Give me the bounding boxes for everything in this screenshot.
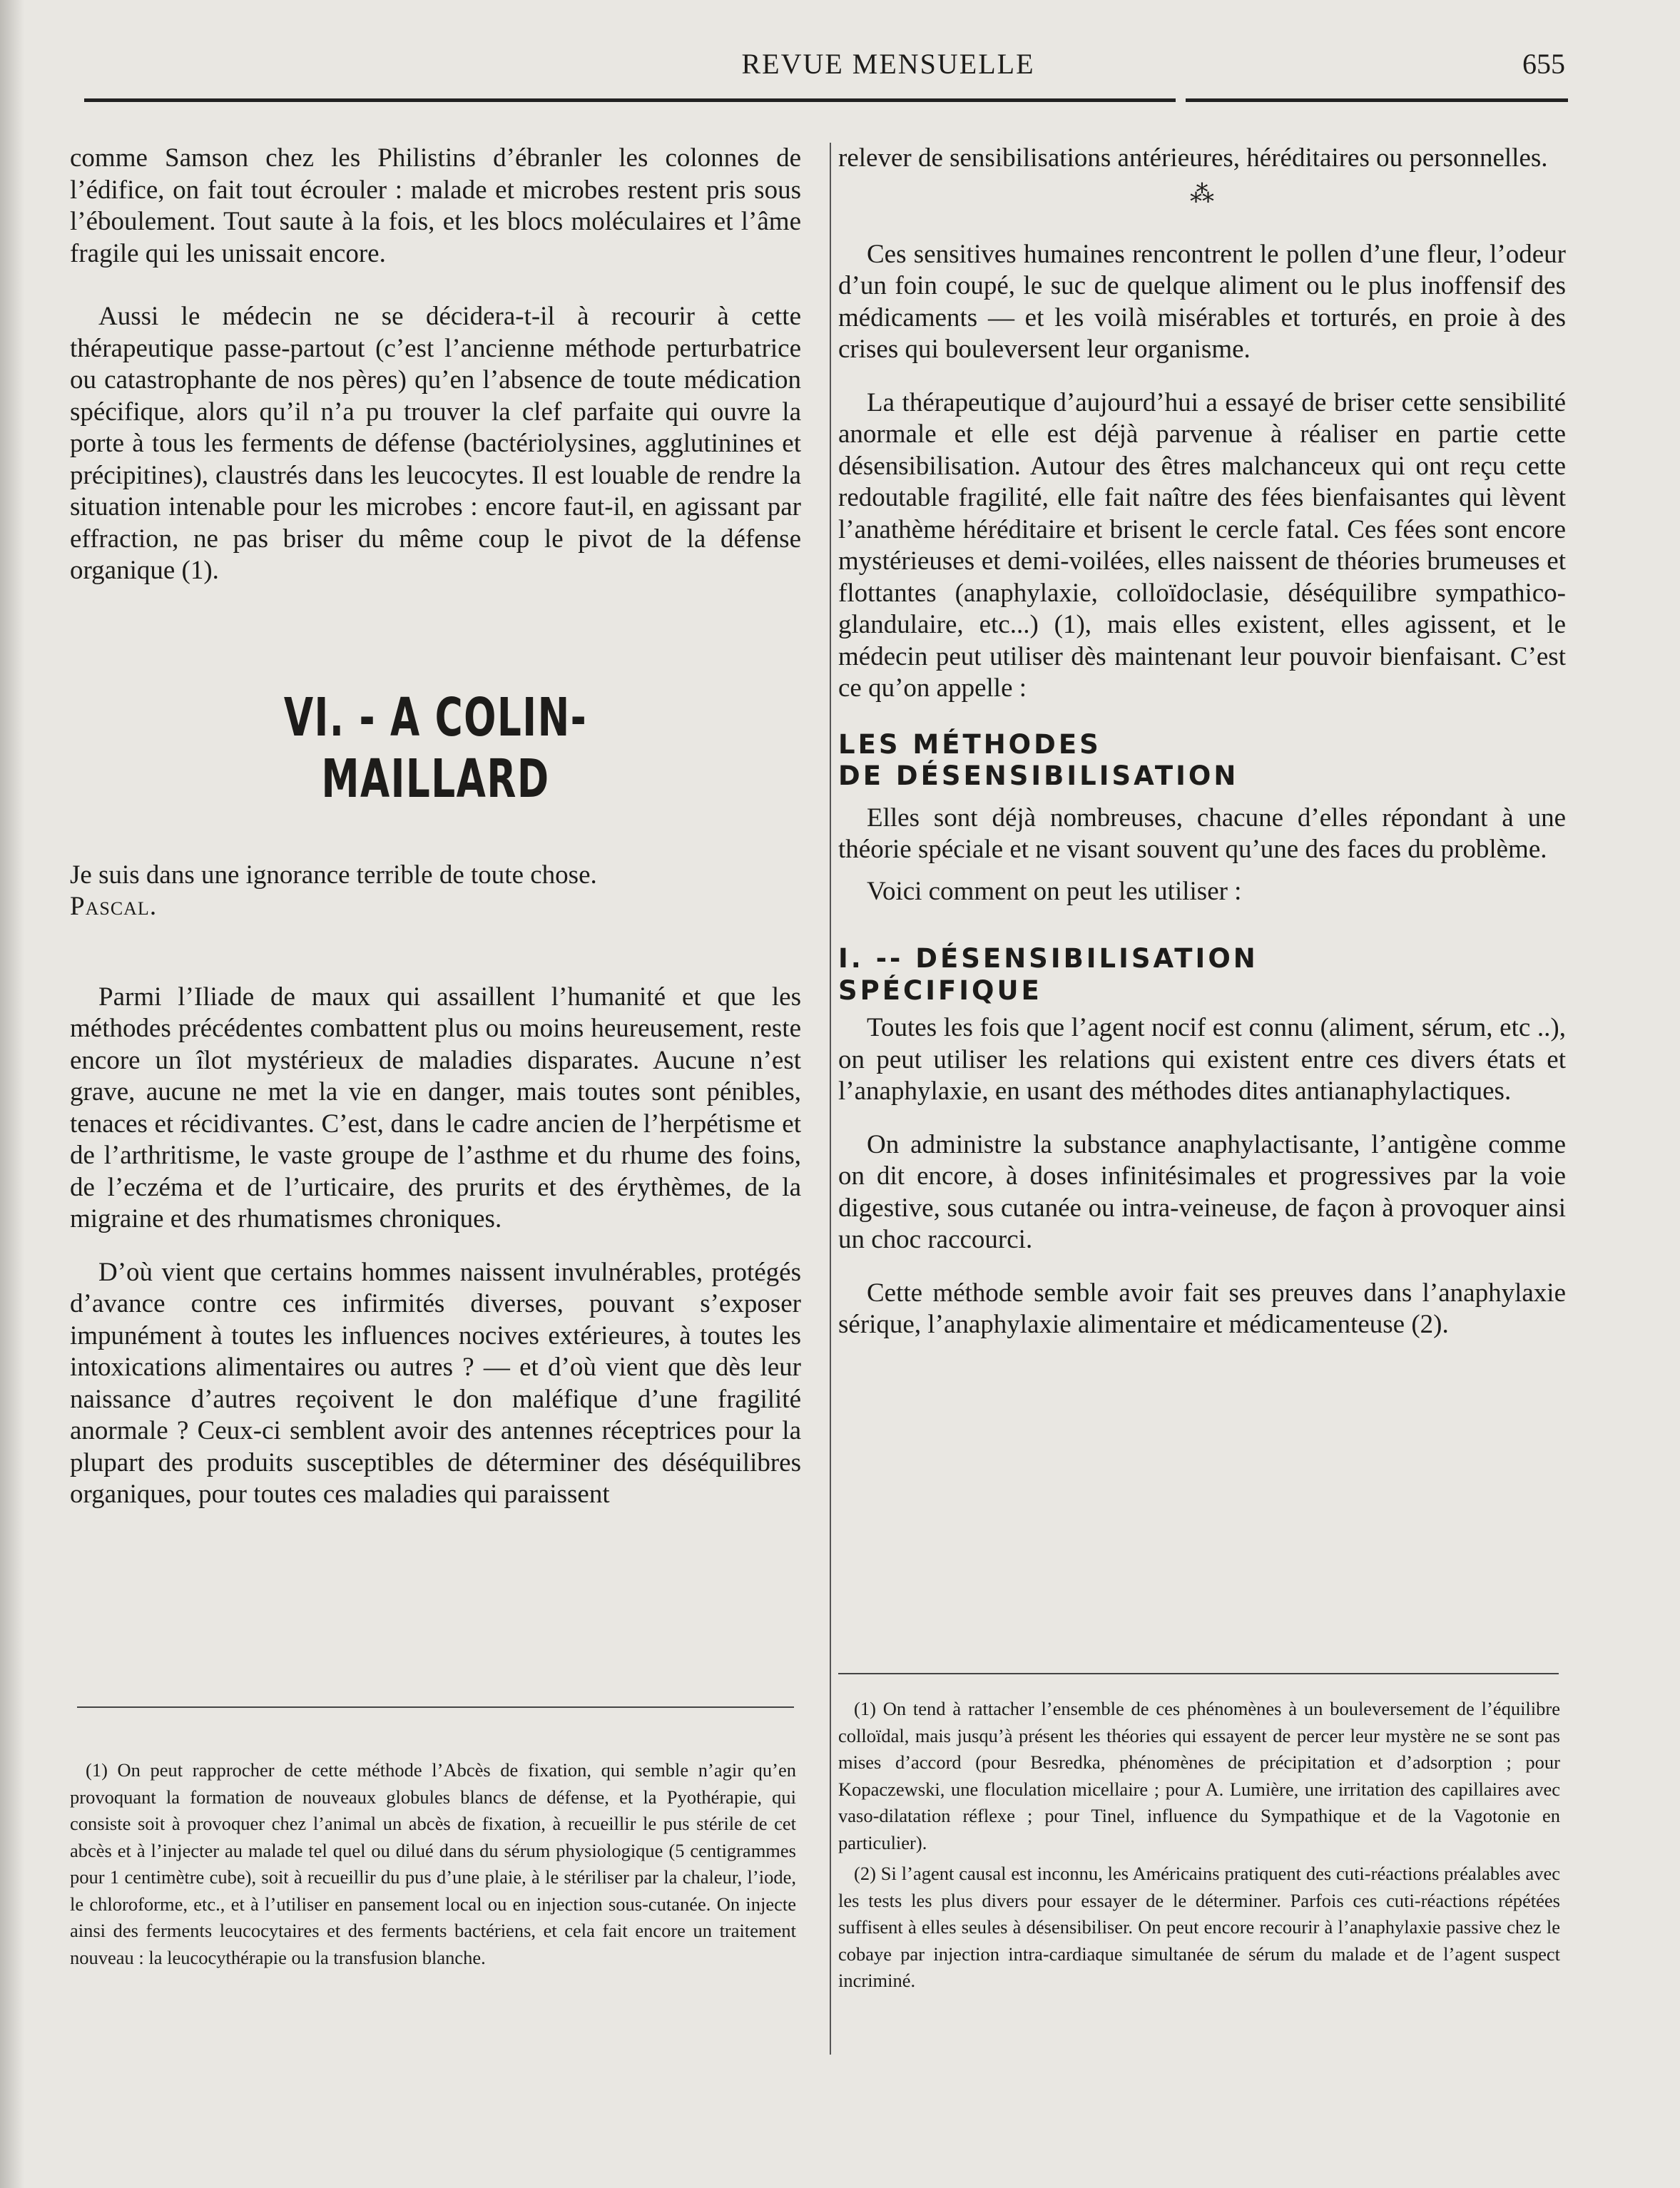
left-column <box>70 143 801 1511</box>
subsection-title: SPÉCIFIQUE <box>838 975 1042 1006</box>
paragraph: Ces sensitives humaines rencontrent le pollen d’une fleur, l’odeur d’un foin coupé, le suc de quelque aliment ou le plus inoffensif des médicaments — et les voilà misérables et torturés, en proie à des crises qui bouleversent leur organisme. <box>838 239 1566 364</box>
epigraph: Je suis dans une ignorance terrible de toute chose. <box>70 860 597 890</box>
footnotes-right <box>838 1696 1560 1999</box>
chapter-title: VI. - A COLIN-MAILLARD <box>283 686 588 810</box>
paragraph: Parmi l’Iliade de maux qui assaillent l’humanité et que les méthodes précédentes combattent plus ou moins heureusement, reste encore un îlot mystérieux de maladies disparates. Aucune n’est grave, aucune ne met la vie en danger, mais toutes sont pénibles, tenaces et récidivantes. C’est, dans le cadre ancien de l’herpétisme et de l’arthritisme, le vaste groupe de l’asthme et du rhume des foins, de l’eczéma et de l’urticaire, des prurits et des érythèmes, de la migraine et des rhumatismes chroniques. <box>70 982 801 1233</box>
paragraph: On administre la substance anaphylactisante, l’antigène comme on dit encore, à doses infinitésimales et progressives par la voie digestive, sous cutanée ou intra-veineuse, de façon à provoquer ainsi un choc raccourci. <box>838 1129 1566 1254</box>
paragraph: La thérapeutique d’aujourd’hui a essayé de briser cette sensibilité anormale et elle est déjà parvenue à réaliser en partie cette désensibilisation. Autour des êtres malchanceux qui ont reçu cette redoutable fragilité, elle fait naître des fées bienfaisantes qui lèvent l’anathème héréditaire et brisent le cercle fatal. Ces fées sont encore mystérieuses et demi-voilées, elles naissent de théories brumeuses et flottantes (anaphylaxie, colloïdoclasie, déséquilibre sympathico-glandulaire, etc...) (1), mais elles existent, elles agissent, et le médecin peut utiliser dès maintenant leur pouvoir bienfaisant. C’est ce qu’on appelle : <box>838 387 1566 703</box>
header-rule-right <box>1186 98 1568 102</box>
paragraph: Aussi le médecin ne se décidera-t-il à recourir à cette thérapeutique passe-partout (c’est l’ancienne méthode perturbatrice ou catastrophante de nos pères) qu’en l’absence de toute médication spécifique, alors qu’il n’a pu trouver la clef parfaite qui ouvre la porte à tous les ferments de défense (bactériolysines, agglutinines et précipitines), claustrés dans les leucocytes. Il est louable de rendre la situation intenable pour les microbes : encore faut-il, en agissant par effraction, ne pas briser du même coup le pivot de la défense organique (1). <box>70 302 801 585</box>
paragraph: relever de sensibilisations antérieures, héréditaires ou personnelles. <box>838 143 1548 173</box>
page-edge-shadow <box>0 0 24 2188</box>
footnote: (2) Si l’agent causal est inconnu, les Américains pratiquent des cuti-réactions préalables avec les tests les plus divers pour essayer de le déterminer. Parfois ces cuti-réactions répétées suffisent à elles seules à désensibiliser. On peut encore recourir à l’anaphylaxie passive chez le cobaye par injection intra-cardiaque simultanée de sérum du malade et de l’agent suspect incriminé. <box>838 1863 1560 1991</box>
subsection-title: I. -- DÉSENSIBILISATION <box>838 943 1258 974</box>
paragraph: Cette méthode semble avoir fait ses preuves dans l’anaphylaxie sérique, l’anaphylaxie alimentaire et médicamenteuse (2). <box>838 1278 1566 1339</box>
paragraph: comme Samson chez les Philistins d’ébranler les colonnes de l’édifice, on fait tout écrouler : malade et microbes restent pris sous l’éboulement. Tout saute à la fois, et les blocs moléculaires et l’âme fragile qui les unissait encore. <box>70 143 801 268</box>
footnote-rule-left <box>77 1706 794 1708</box>
epigraph-author: Pascal. <box>70 892 158 921</box>
asterism: ⁂ <box>1190 180 1214 208</box>
header-rule-left <box>84 98 1176 102</box>
section-title: DE DÉSENSIBILISATION <box>838 760 1239 791</box>
right-column <box>838 143 1566 1341</box>
column-divider <box>830 143 831 2055</box>
page-header <box>84 47 1568 88</box>
paragraph: Elles sont déjà nombreuses, chacune d’elles répondant à une théorie spéciale et ne visant souvent qu’une des faces du problème. <box>838 803 1566 864</box>
section-title: LES MÉTHODES <box>838 728 1101 760</box>
footnote: (1) On tend à rattacher l’ensemble de ces phénomènes à un bouleversement de l’équilibre colloïdal, mais jusqu’à présent les théories qui essayent de percer leur mystère ne se sont pas mises d’accord (pour Besredka, phénomènes de précipitation et d’adsorption ; pour Kopaczewski, une floculation micellaire ; pour A. Lumière, une irritation des capillaires avec vaso-dilatation réflexe ; pour Tinel, influence du Sympathique et de la Vagotonie en particulier). <box>838 1698 1560 1853</box>
running-title: REVUE MENSUELLE <box>741 48 1035 80</box>
paragraph: D’où vient que certains hommes naissent invulnérables, protégés d’avance contre ces infirmités diverses, pouvant s’exposer impunément à toutes les influences nocives extérieures, à toutes les intoxications alimentaires ou autres ? — et d’où vient que dès leur naissance d’autres reçoivent le don maléfique d’une fragilité anormale ? Ceux-ci semblent avoir des antennes réceptrices pour la plupart des produits susceptibles de déterminer des déséquilibres organiques, pour toutes ces maladies qui paraissent <box>70 1257 801 1509</box>
footnote-left: (1) On peut rapprocher de cette méthode l’Abcès de fixation, qui semble n’agir qu’en provoquant la formation de nouveaux globules blancs de défense, et la Pyothérapie, qui consiste soit à provoquer chez l’animal un abcès de fixation, à recueillir le pus stérile de cet abcès et à l’injecter au malade tel quel ou dilué dans du sérum physiologique (5 centigrammes pour 1 centimètre cube), soit à recueillir du pus d’une plaie, à le stériliser par la chaleur, l’iode, le chloroforme, etc., et à l’utiliser en pansement local ou en injection sous-cutanée. On injecte ainsi des ferments leucocytaires et des ferments bactériens, et cela fait encore un traitement nouveau : la leucocythérapie ou la transfusion blanche. <box>70 1759 796 1968</box>
paragraph: Toutes les fois que l’agent nocif est connu (aliment, sérum, etc ..), on peut utiliser les relations qui existent entre ces divers états et l’anaphylaxie, en usant des méthodes dites antianaphylactiques. <box>838 1013 1566 1106</box>
footnote-rule-right <box>838 1673 1559 1674</box>
paragraph: Voici comment on peut les utiliser : <box>867 876 1242 906</box>
page-number: 655 <box>1522 48 1565 80</box>
